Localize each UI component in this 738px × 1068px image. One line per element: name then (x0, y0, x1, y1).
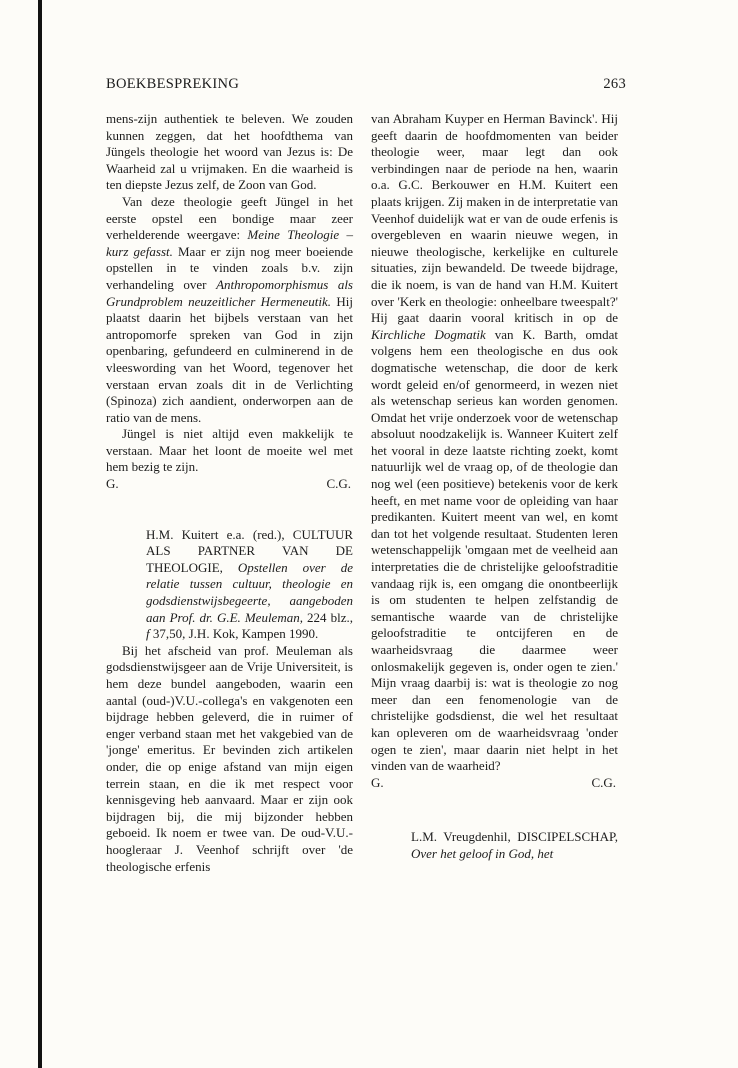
signature-initials: C.G. (326, 476, 351, 492)
paragraph-conclusion: Jüngel is niet altijd even makkelijk te verstaan. Maar het loont de moeite wel met hem bezig te zijn. (106, 426, 353, 475)
text-run: Maar er zijn nog meer boeiende opstellen in te vinden zoals b.v. zijn verhandeling over (106, 243, 353, 292)
italic-title: Anthropomorphismus als Grundproblem neuzeitlicher Hermeneutik. (106, 276, 353, 309)
signature-initials: C.G. (591, 774, 616, 790)
book-reference-kuitert (106, 527, 353, 643)
signature-initial: G. (106, 476, 119, 492)
paragraph-continuation: mens-zijn authentiek te beleven. We zouden kunnen zeggen, dat het hoofdthema van Jüngels theologie het woord van Jezus is: De Waarheid zal u vrijmaken. En die waarheid is ten diepste Jezus zelf, de Zoon van God. (106, 111, 353, 193)
signature-initial: G. (371, 774, 384, 790)
running-head (106, 76, 626, 98)
italic-subtitle: Over het geloof in God, het (411, 845, 554, 861)
italic-title: Meine Theologie – kurz gefasst. (106, 227, 353, 259)
guilder-sign: f (146, 626, 150, 642)
reviewer-signature (106, 476, 353, 493)
paragraph-veenhof-kuitert (371, 111, 618, 775)
book-reference-vreugdenhil (371, 829, 618, 862)
italic-subtitle: Opstellen over de relatie tussen cultuur, theologie en godsdienstwijsbegeerte, aangeboden aan Prof. dr. G.E. Meuleman, (146, 559, 353, 625)
page-number: 263 (603, 76, 626, 92)
text-run: Hij plaatst daarin het bijbels verstaan van het antropomorfe spreken van God in zijn openbaring, gefundeerd en culminerend in de vleeswording van het Woord, tegenover het verstaan ervan zoals dit in de Verlichting (Spinoza) zich aandient, onderworpen aan de ratio van de mens. (106, 293, 353, 425)
text-run: van Abraham Kuyper en Herman Bavinck'. Hij geeft daarin de hoofdmomenten van beider theologie weer, maar legt dan ook verbindingen naar de periode na hen, waarin o.a. G.C. Berkouwer en H.M. Kuitert een plaats krijgen. Zij maken in de interpretatie van Veenhof duidelijk wat er van de oude erfenis is overgebleven en waarin nieuwe wegen, in nieuwe theologische, kerkelijke en culturele situaties, zijn bewandeld. De tweede bijdrage, die ik noem, is van de hand van H.M. Kuitert over 'Kerk en theologie: onheelbare tweespalt?' Hij gaat daarin vooral kritisch in op de (371, 111, 618, 326)
right-column (371, 111, 618, 863)
text-run: 37,50, J.H. Kok, Kampen 1990. (149, 626, 319, 642)
text-run: L.M. Vreugdenhil, DISCIPELSCHAP, (411, 829, 618, 845)
text-run: Van deze theologie geeft Jüngel in het eerste opstel een bondige maar zeer verhelderende weergave: (106, 193, 353, 243)
section-title: BOEKBESPREKING (106, 76, 240, 92)
paragraph-meuleman: Bij het afscheid van prof. Meuleman als godsdienstwijsgeer aan de Vrije Universiteit, is hem deze bundel aangeboden, waarin een aantal (oud-)V.U.-collega's en vakgenoten een bijdrage hebben geleverd, die in ruimer of enger verband staan met het vakgebied van de 'jonge' emeritus. Er bevinden zich artikelen onder, die op enige afstand van mijn eigen terrein staan, en die ik met respect voor kennisgeving heb aanvaard. Maar er zijn ook bijdragen bij, die mij bijzonder hebben geboeid. Ik noem er twee van. De oud-V.U.-hoogleraar J. Veenhof schrijft over 'de theologische erfenis (106, 642, 353, 874)
text-run: H.M. Kuitert e.a. (red.), CULTUUR ALS PARTNER VAN DE THEOLOGIE, (146, 526, 353, 575)
italic-title: Kirchliche Dogmatik (371, 326, 486, 342)
reviewer-signature (371, 775, 618, 792)
left-column (106, 111, 353, 875)
text-run: 224 blz., (302, 609, 353, 625)
paragraph-juengel-essays (106, 194, 353, 426)
scan-binding-edge (38, 0, 42, 1068)
text-run: van K. Barth, omdat volgens hem een theologische en dus ook dogmatische wetenschap, die door de kerk wordt geleid en/of genormeerd, in wezen niet als wetenschap serieus kan worden genomen. Omdat het vrije onderzoek voor de wetenschap absoluut noodzakelijk is. Wanneer Kuitert zelf het vooral in deze laatste richting zoekt, komt natuurlijk wel de vraag op, of de theologie dan nog wel (een positieve) betekenis voor de kerk heeft, en met name voor de opleiding van haar predikanten. Kuitert meent van wel, en komt dan tot het volgende resultaat. Studenten leren wetenschappelijk 'omgaan met de veelheid aan interpretaties die de christelijke geloofstraditie vandaag rijk is, een omgang die onontbeerlijk is om studenten te helpen zelfstandig de semantische waarde van de christelijke geloofstraditie te ontcijferen en de waarheidsvraag die daarmee weer onlosmakelijk gegeven is, onder ogen te zien.' Mijn vraag daarbij is: wat is theologie zo nog meer dan een fenomenologie van de christelijke godsdienst, die wel het resultaat kan opleveren om de waarheidsvraag 'onder ogen te zien', maar daarin niet helpt in het vinden van de waarheid? (371, 326, 618, 774)
